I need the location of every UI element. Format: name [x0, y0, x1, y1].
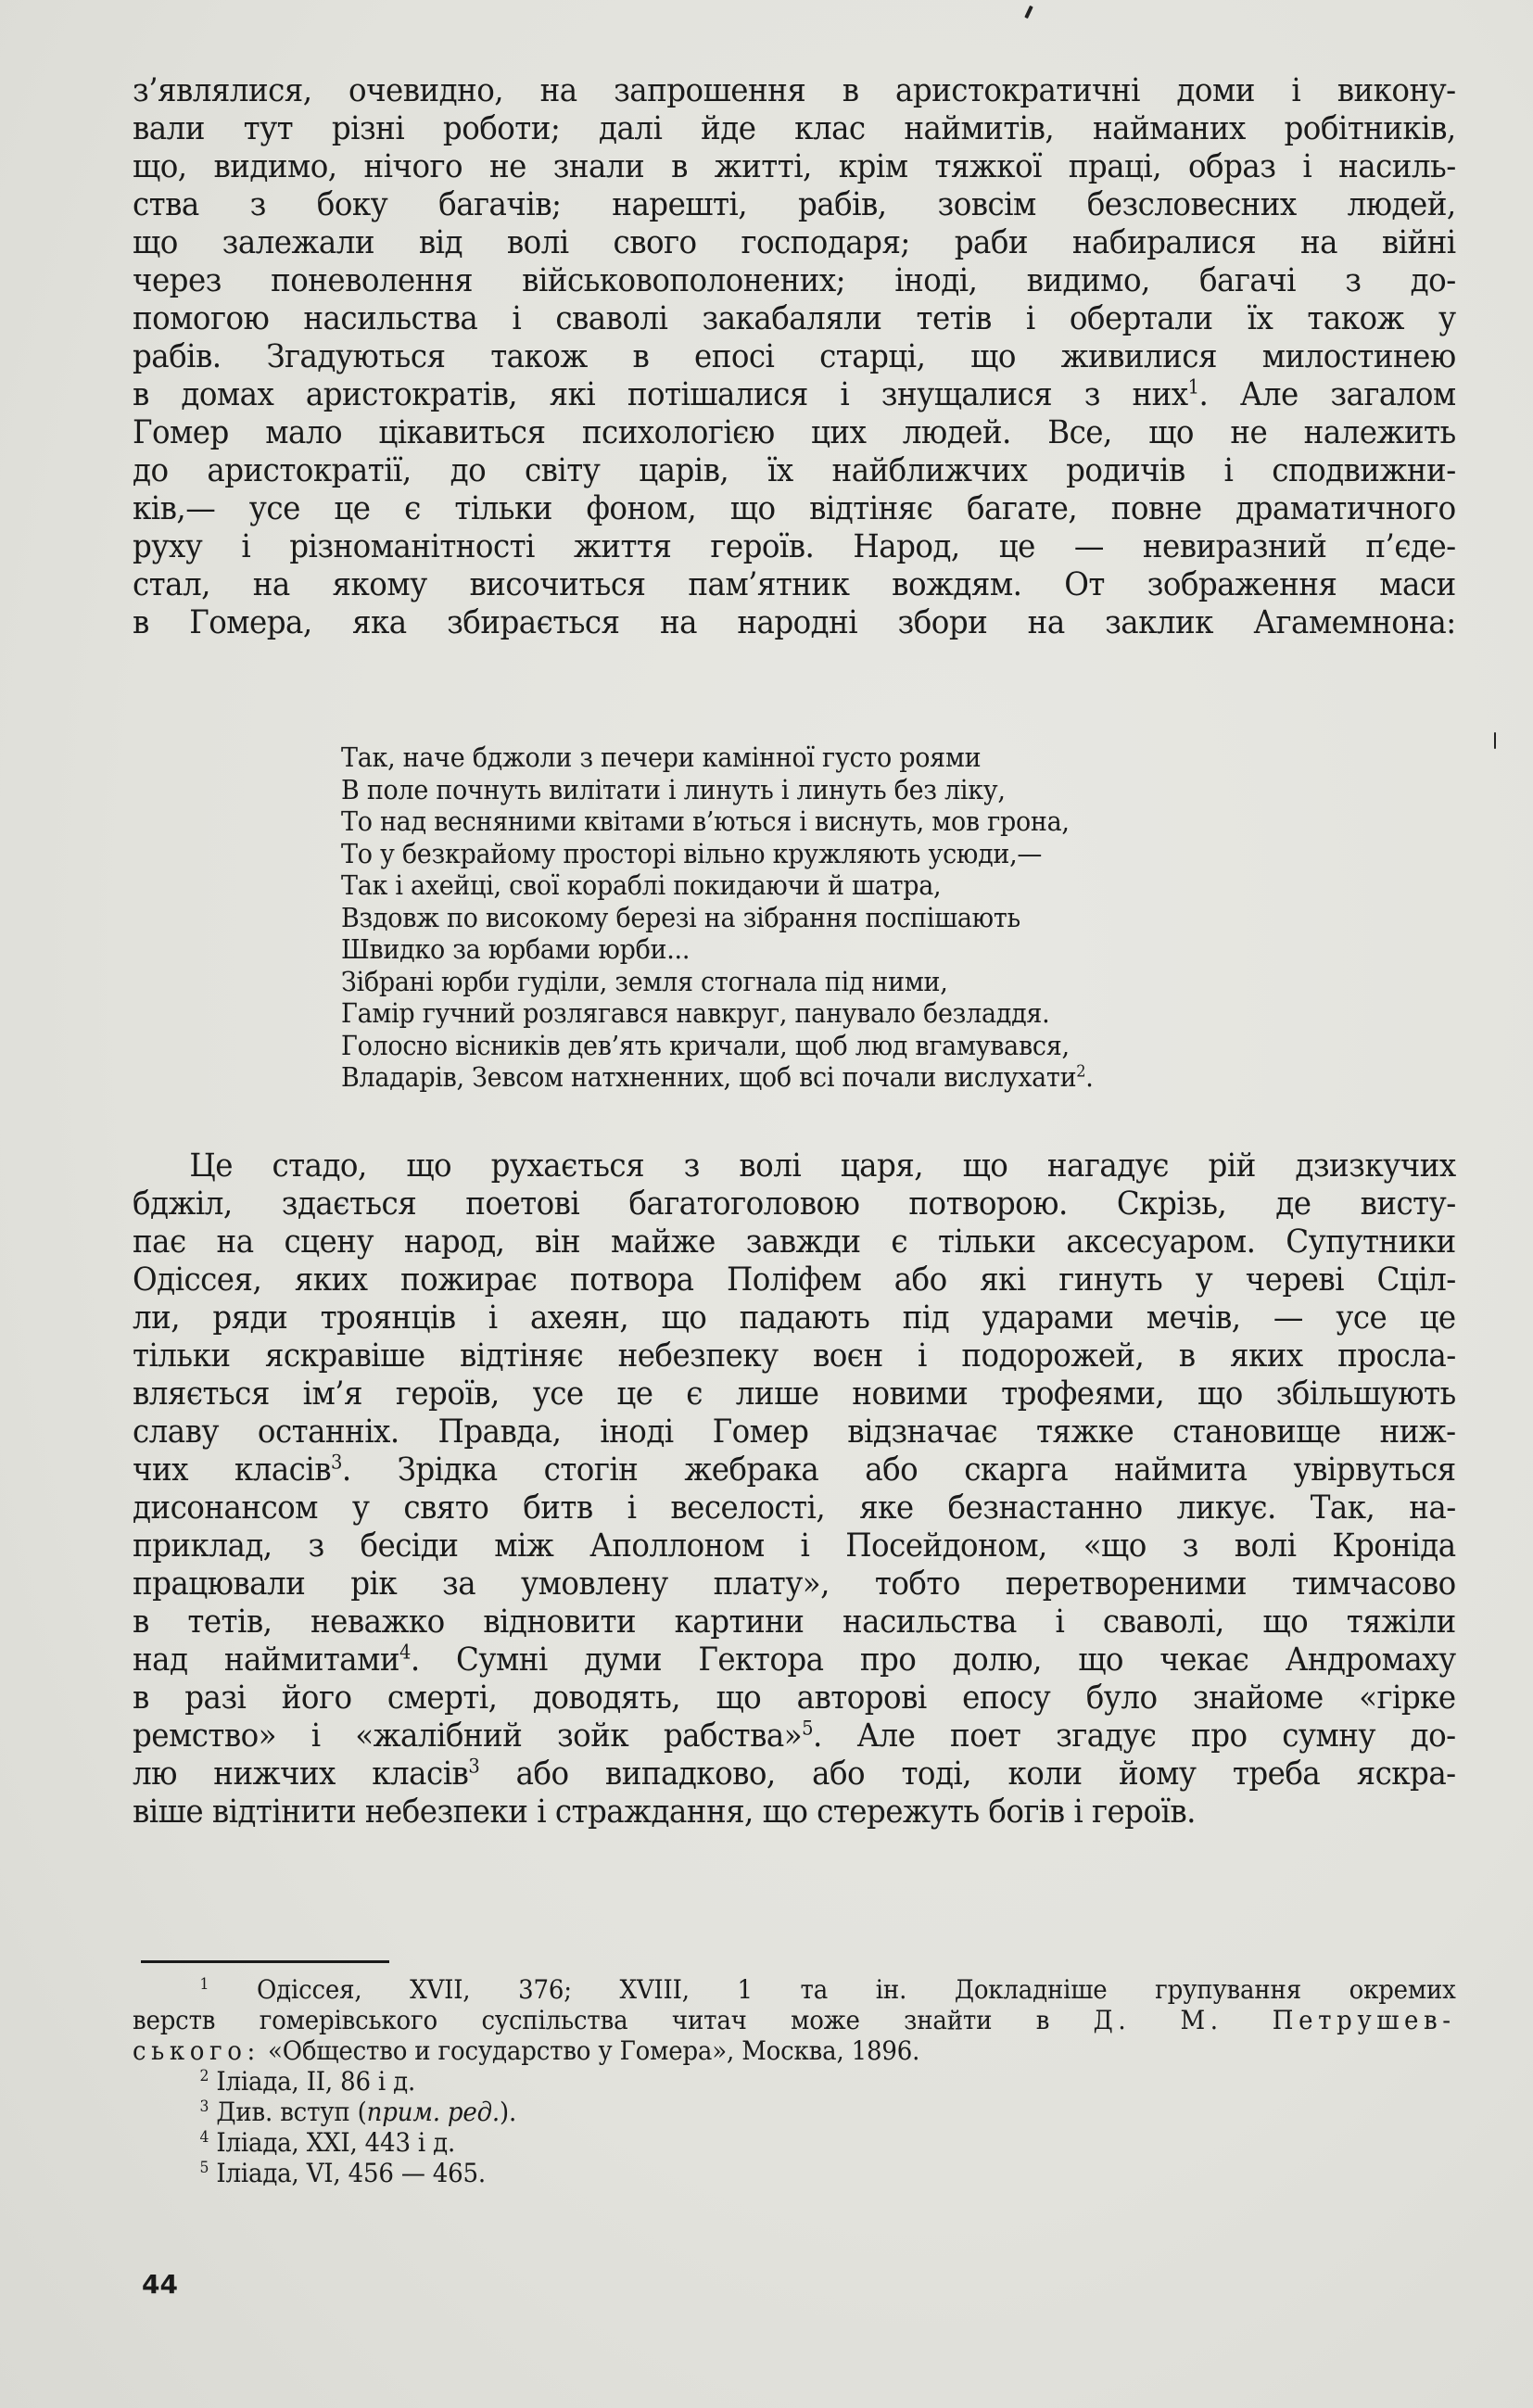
- text-fragment: верств гомерівського суспільства читач може знайти в: [133, 2005, 1050, 2035]
- text-fragment: .: [1085, 1061, 1094, 1093]
- text-line: що, видимо, нічого не знали в житті, крім тяжкої праці, образ і насиль-: [133, 148, 1456, 185]
- text-fragment: Див. вступ (: [216, 2097, 367, 2127]
- text-fragment: Іліада, XXI, 443 і д.: [216, 2127, 456, 2158]
- verse-quotation: [341, 741, 1388, 1094]
- footnote-number: 2: [199, 2065, 209, 2085]
- author-name: Д. М. Петрушев-: [1093, 2005, 1456, 2035]
- text-line: помогою насильства і сваволі закабаляли тетів і обертали їх також у: [133, 300, 1456, 337]
- footnotes: [133, 1974, 1456, 2188]
- verse-line: То у безкрайому просторі вільно кружляють усюди,—: [341, 837, 1043, 869]
- footnote-1-cont: [133, 2005, 1456, 2035]
- footnote-1-cont: [133, 2035, 1456, 2066]
- text-fragment: в домах аристократів, які потішалися і знущалися з них: [133, 376, 1188, 413]
- verse-line: Голосно вісників дев’ять кричали, щоб люд вгамувався,: [341, 1029, 1070, 1061]
- verse-line: Гамір гучний розлягався навкруг, панувало безладдя.: [341, 997, 1050, 1029]
- verse-line: Швидко за юрбами юрби...: [341, 933, 690, 965]
- footnote-ref-5[interactable]: 5: [802, 1717, 813, 1740]
- text-line: вали тут різні роботи; далі йде клас наймитів, найманих робітників,: [133, 110, 1456, 147]
- text-fragment: . Але загалом: [1198, 376, 1456, 413]
- text-line: приклад, з бесіди між Аполлоном і Посейдоном, «що з волі Кроніда: [133, 1527, 1456, 1565]
- text-line: Гомер мало цікавиться психологією цих людей. Все, що не належить: [133, 414, 1456, 451]
- text-fragment: або випадково, або тоді, коли йому треба яскра-: [479, 1755, 1456, 1793]
- text-fragment: лю нижчих класів: [133, 1755, 469, 1793]
- footnote-number: 5: [199, 2157, 209, 2176]
- author-name-cont: ського:: [133, 2035, 260, 2066]
- text-line: стал, на якому височиться пам’ятник вождям. От зображення маси: [133, 566, 1456, 603]
- footnote-4: [133, 2127, 1456, 2158]
- text-line: через поневолення військовополонених; іноді, видимо, багачі з до-: [133, 262, 1456, 299]
- page-number: 44: [142, 2269, 178, 2300]
- text-fragment: . Але поет згадує про сумну до-: [812, 1717, 1456, 1755]
- text-fragment: Іліада, VI, 456 — 465.: [216, 2158, 487, 2188]
- paragraph-1: [133, 72, 1456, 642]
- text-line: бджіл, здається поетові багатоголовою потворою. Скрізь, де висту-: [133, 1185, 1456, 1223]
- text-line: в Гомера, яка збирається на народні збори на заклик Агамемнона:: [133, 604, 1456, 641]
- ink-speck: [1494, 732, 1496, 749]
- text-fragment: Одіссея, XVII, 376; XVIII, 1 та ін. Докладніше групування окремих: [256, 1974, 1456, 2005]
- text-line: Це стадо, що рухається з волі царя, що нагадує рій дзизкучих: [189, 1147, 1456, 1185]
- footnote-ref-3b[interactable]: 3: [468, 1755, 480, 1778]
- text-line: працювали рік за умовлену плату», тобто перетвореними тимчасово: [133, 1565, 1456, 1603]
- verse-line: [341, 1061, 1315, 1094]
- text-fragment: . Сумні думи Гектора про долю, що чекає Андромаху: [410, 1641, 1456, 1679]
- footnote-number: 4: [199, 2126, 209, 2146]
- text-line: ства з боку багачів; нарешті, рабів, зовсім безсловесних людей,: [133, 186, 1456, 223]
- text-line: рабів. Згадуються також в епосі старці, що живилися милостинею: [133, 338, 1456, 375]
- footnote-5: [133, 2158, 1456, 2188]
- text-line: вляється ім’я героїв, усе це є лише новими трофеями, що збільшують: [133, 1375, 1456, 1413]
- text-line: [133, 1717, 1456, 1755]
- footnote-ref-3[interactable]: 3: [330, 1451, 342, 1474]
- verse-line: То над весняними квітами в’ються і виснуть, мов грона,: [341, 805, 1070, 837]
- footnote-ref-1[interactable]: 1: [1187, 375, 1199, 399]
- text-fragment: Владарів, Зевсом натхненних, щоб всі почали вислухати: [341, 1061, 1077, 1093]
- editor-note: прим. ред.: [366, 2097, 500, 2127]
- text-fragment: над наймитами: [133, 1641, 400, 1679]
- footnote-divider: [141, 1960, 389, 1963]
- verse-line: Зібрані юрби гуділи, земля стогнала під ними,: [341, 965, 948, 997]
- text-line: Одіссея, яких пожирає потвора Поліфем або які гинуть у череві Сціл-: [133, 1261, 1456, 1299]
- text-line: [133, 1755, 1456, 1793]
- text-line: ли, ряди троянців і ахеян, що падають під ударами мечів, — усе це: [133, 1299, 1456, 1337]
- text-fragment: «Общество и государство у Гомера», Москва, 1896.: [267, 2035, 920, 2066]
- footnote-2: [133, 2066, 1456, 2097]
- footnote-number: 3: [199, 2096, 209, 2115]
- text-fragment: чих класів: [133, 1451, 331, 1489]
- verse-line: Так, наче бджоли з печери камінної густо роями: [341, 741, 982, 773]
- footnote-1: [133, 1974, 1456, 2005]
- footnote-ref-4[interactable]: 4: [399, 1641, 411, 1664]
- verse-line: В поле почнуть вилітати і линуть і линуть без ліку,: [341, 773, 1006, 805]
- text-line: до аристократії, до світу царів, їх найближчих родичів і сподвижни-: [133, 452, 1456, 489]
- ink-speck: [1024, 6, 1033, 19]
- text-fragment: ).: [500, 2097, 517, 2127]
- text-line: ків,— усе це є тільки фоном, що відтіняє багате, повне драматичного: [133, 490, 1456, 527]
- footnote-ref-2[interactable]: 2: [1076, 1062, 1086, 1082]
- verse-line: Так і ахейці, свої кораблі покидаючи й шатра,: [341, 869, 942, 901]
- text-line: пає на сцену народ, він майже завжди є тільки аксесуаром. Супутники: [133, 1223, 1456, 1261]
- text-line: [133, 1451, 1456, 1489]
- text-line: в разі його смерті, доводять, що авторові епосу було знайоме «гірке: [133, 1679, 1456, 1717]
- text-fragment: ремство» і «жалібний зойк рабства»: [133, 1717, 803, 1755]
- text-line: дисонансом у свято битв і веселості, яке безнастанно ликує. Так, на-: [133, 1489, 1456, 1527]
- text-fragment: Іліада, II, 86 і д.: [216, 2066, 416, 2097]
- paragraph-2: [133, 1147, 1456, 1831]
- verse-line: Вздовж по високому березі на зібрання поспішають: [341, 901, 1020, 933]
- text-line: тільки яскравіше відтіняє небезпеку воєн і подорожей, в яких просла-: [133, 1337, 1456, 1375]
- text-line: [133, 1641, 1456, 1679]
- footnote-number: 1: [199, 1973, 209, 1993]
- text-line: віше відтінити небезпеки і страждання, що стережуть богів і героїв.: [133, 1793, 1196, 1831]
- text-line: руху і різноманітності життя героїв. Народ, це — невиразний п’єде-: [133, 528, 1456, 565]
- footnote-3: [133, 2097, 1456, 2127]
- text-line: з’являлися, очевидно, на запрошення в аристократичні доми і викону-: [133, 72, 1456, 109]
- text-line: в тетів, неважко відновити картини насильства і сваволі, що тяжіли: [133, 1603, 1456, 1641]
- text-line: що залежали від волі свого господаря; раби набиралися на війні: [133, 224, 1456, 261]
- text-line: славу останніх. Правда, іноді Гомер відзначає тяжке становище ниж-: [133, 1413, 1456, 1451]
- text-fragment: . Зрідка стогін жебрака або скарга наймита увірвуться: [341, 1451, 1456, 1489]
- text-line: [133, 376, 1456, 414]
